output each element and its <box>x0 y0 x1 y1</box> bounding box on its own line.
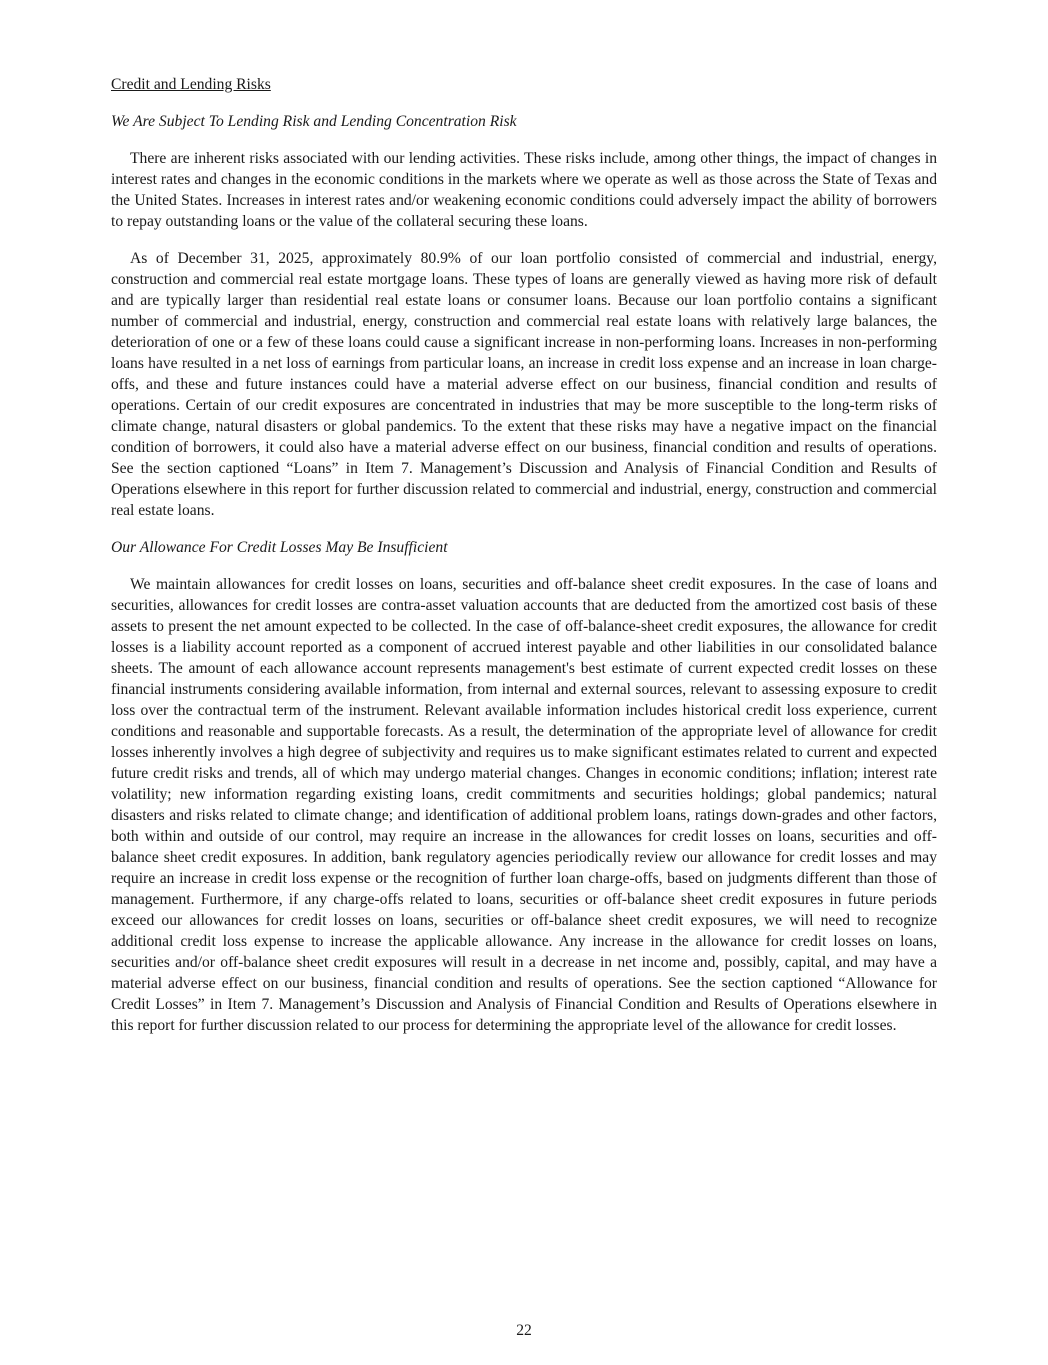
paragraph-loan-portfolio-concentration: As of December 31, 2025, approximately 80.9% of our loan portfolio consisted of commercial and industrial, energy, construction and commercial real estate mortgage loans. These types of loans are generally viewed as having more risk of default and are typically larger than residential real estate loans or consumer loans. Because our loan portfolio contains a significant number of commercial and industrial, energy, construction and commercial real estate loans with relatively large balances, the deterioration of one or a few of these loans could cause a significant increase in non-performing loans. Increases in non-performing loans have resulted in a net loss of earnings from particular loans, an increase in credit loss expense and an increase in loan charge-offs, and these and future instances could have a material adverse effect on our business, financial condition and results of operations. Certain of our credit exposures are concentrated in industries that may be more susceptible to the long-term risks of climate change, natural disasters or global pandemics. To the extent that these risks may have a negative impact on the financial condition of borrowers, it could also have a material adverse effect on our business, financial condition and results of operations. See the section captioned “Loans” in Item 7. Management’s Discussion and Analysis of Financial Condition and Results of Operations elsewhere in this report for further discussion related to commercial and industrial, energy, construction and commercial real estate loans. <box>111 250 937 519</box>
risk-heading-allowance-credit-losses: Our Allowance For Credit Losses May Be Insufficient <box>111 539 448 556</box>
paragraph-lending-risks-intro: There are inherent risks associated with our lending activities. These risks include, among other things, the impact of changes in interest rates and changes in the economic conditions in the markets where we operate as well as those across the State of Texas and the United States. Increases in interest rates and/or weakening economic conditions could adversely impact the ability of borrowers to repay outstanding loans or the value of the collateral securing these loans. <box>111 150 937 230</box>
section-title: Credit and Lending Risks <box>111 76 271 93</box>
paragraph-allowance-credit-losses: We maintain allowances for credit losses on loans, securities and off-balance sheet credit exposures. In the case of loans and securities, allowances for credit losses are contra-asset valuation accounts that are deducted from the amortized cost basis of these assets to present the net amount expected to be collected. In the case of off-balance-sheet credit exposures, the allowance for credit losses is a liability account reported as a component of accrued interest payable and other liabilities in our consolidated balance sheets. The amount of each allowance account represents management's best estimate of current expected credit losses on these financial instruments considering available information, from internal and external sources, relevant to assessing exposure to credit loss over the contractual term of the instrument. Relevant available information includes historical credit loss experience, current conditions and reasonable and supportable forecasts. As a result, the determination of the appropriate level of allowance for credit losses inherently involves a high degree of subjectivity and requires us to make significant estimates related to current and expected future credit risks and trends, all of which may undergo material changes. Changes in economic conditions; inflation; interest rate volatility; new information regarding existing loans, credit commitments and securities holdings; global pandemics; natural disasters and risks related to climate change; and identification of additional problem loans, ratings down-grades and other factors, both within and outside of our control, may require an increase in the allowances for credit losses on loans, securities and off-balance sheet credit exposures. In addition, bank regulatory agencies periodically review our allowance for credit losses and may require an increase in credit loss expense or the recognition of further loan charge-offs, based on judgments different than those of management. Furthermore, if any charge-offs related to loans, securities or off-balance sheet credit exposures in future periods exceed our allowances for credit losses on loans, securities or off-balance sheet credit exposures, we will need to recognize additional credit loss expense to increase the applicable allowance. Any increase in the allowance for credit losses on loans, securities and/or off-balance sheet credit exposures will result in a decrease in net income and, possibly, capital, and may have a material adverse effect on our business, financial condition and results of operations. See the section captioned “Allowance for Credit Losses” in Item 7. Management’s Discussion and Analysis of Financial Condition and Results of Operations elsewhere in this report for further discussion related to our process for determining the appropriate level of the allowance for credit losses. <box>111 576 937 1034</box>
page-number: 22 <box>516 1322 532 1339</box>
document-page <box>111 74 937 1052</box>
risk-heading-lending-concentration: We Are Subject To Lending Risk and Lending Concentration Risk <box>111 113 517 130</box>
